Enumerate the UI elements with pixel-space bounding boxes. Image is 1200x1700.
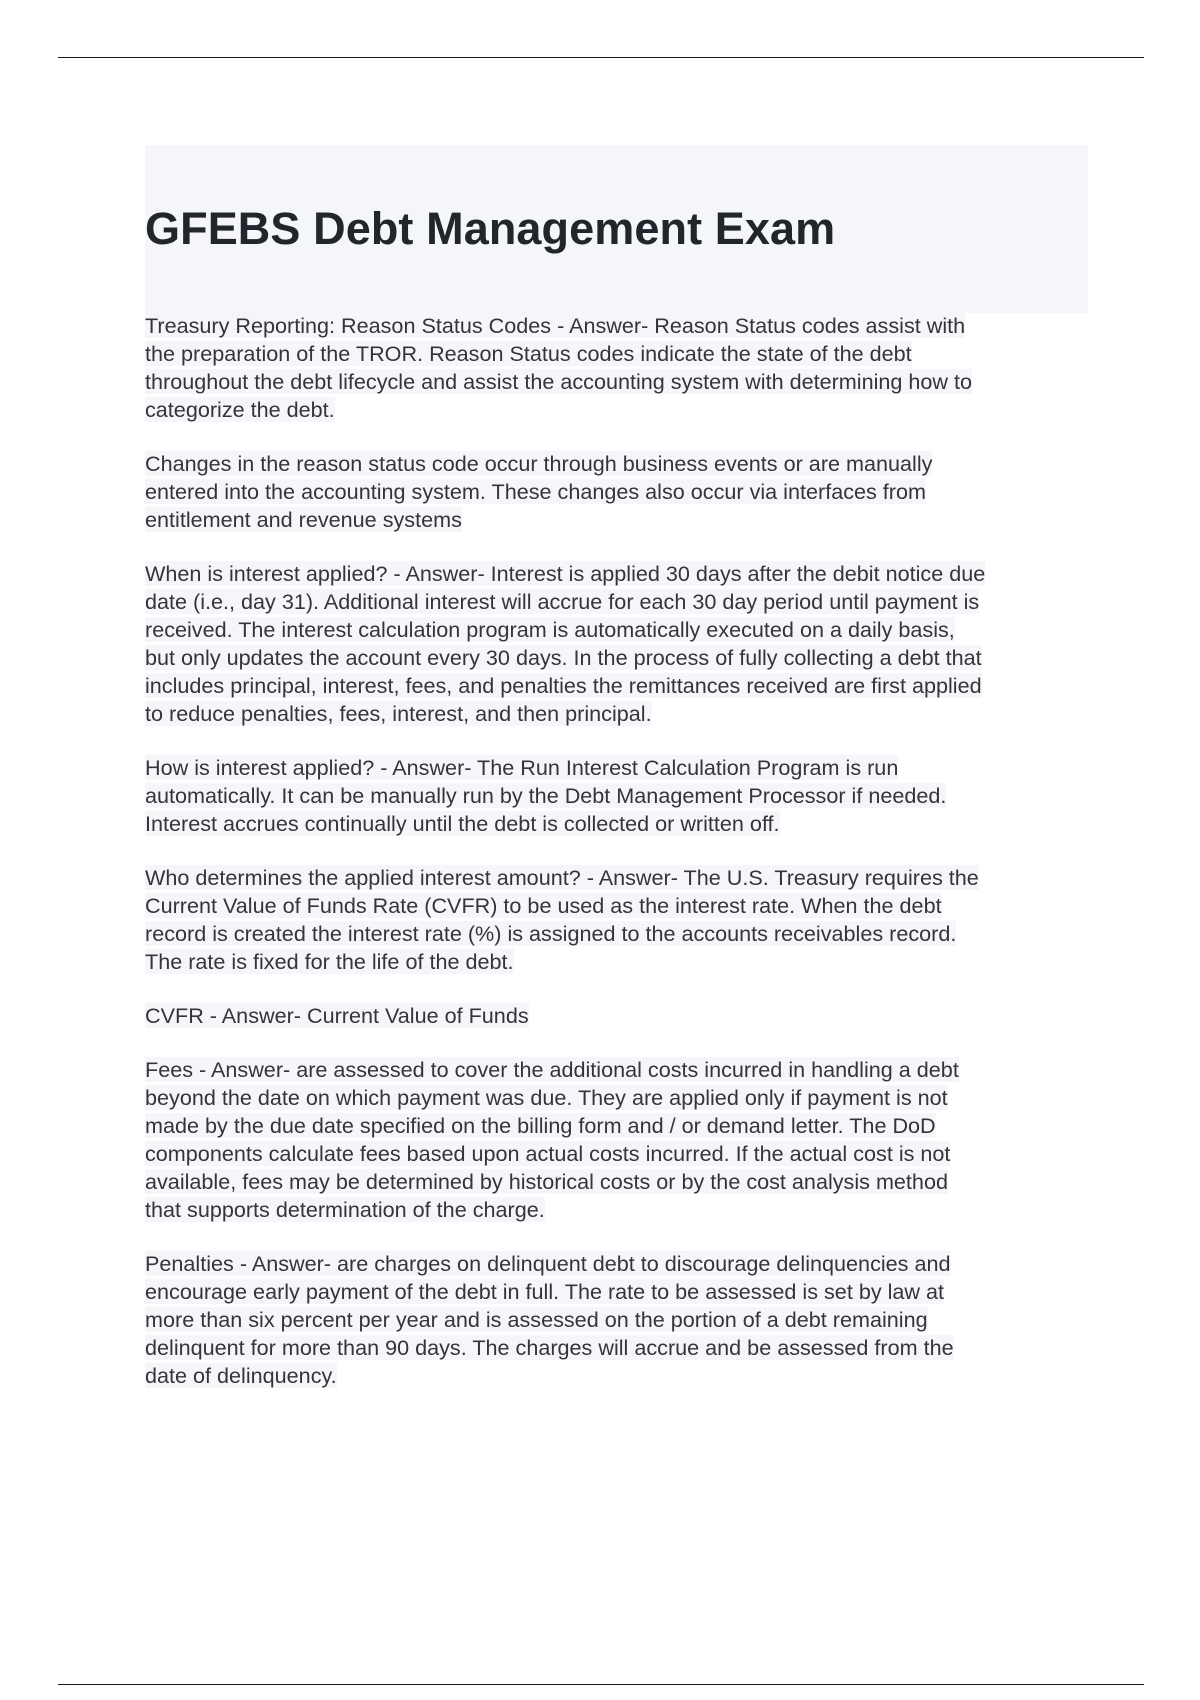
paragraph xyxy=(145,1056,1090,1224)
text-line: entitlement and revenue systems xyxy=(145,507,462,532)
text-line: that supports determination of the charge. xyxy=(145,1197,545,1222)
text-line: Changes in the reason status code occur through business events or are manually xyxy=(145,451,933,476)
text-line: Fees - Answer- are assessed to cover the additional costs incurred in handling a debt xyxy=(145,1057,959,1082)
paragraph xyxy=(145,1002,1090,1030)
text-line: encourage early payment of the debt in full. The rate to be assessed is set by law at xyxy=(145,1279,945,1304)
text-line: throughout the debt lifecycle and assist the accounting system with determining how to xyxy=(145,369,973,394)
text-line: components calculate fees based upon actual costs incurred. If the actual cost is not xyxy=(145,1141,951,1166)
text-line: made by the due date specified on the billing form and / or demand letter. The DoD xyxy=(145,1113,936,1138)
text-line: record is created the interest rate (%) is assigned to the accounts receivables record. xyxy=(145,921,957,946)
text-line: automatically. It can be manually run by the Debt Management Processor if needed. xyxy=(145,783,947,808)
text-line: Penalties - Answer- are charges on delinquent debt to discourage delinquencies and xyxy=(145,1251,951,1276)
text-line: more than six percent per year and is assessed on the portion of a debt remaining xyxy=(145,1307,928,1332)
page-title: GFEBS Debt Management Exam xyxy=(145,203,836,254)
text-line: beyond the date on which payment was due. They are applied only if payment is not xyxy=(145,1085,948,1110)
paragraph xyxy=(145,450,1090,534)
text-line: date (i.e., day 31). Additional interest will accrue for each 30 day period until payment is xyxy=(145,589,980,614)
title-block xyxy=(145,145,1088,313)
text-line: includes principal, interest, fees, and penalties the remittances received are first applied xyxy=(145,673,982,698)
bottom-rule xyxy=(58,1684,1144,1685)
text-line: When is interest applied? - Answer- Interest is applied 30 days after the debit notice due xyxy=(145,561,986,586)
text-line: received. The interest calculation program is automatically executed on a daily basis, xyxy=(145,617,955,642)
text-line: Who determines the applied interest amount? - Answer- The U.S. Treasury requires the xyxy=(145,865,979,890)
text-line: The rate is fixed for the life of the debt. xyxy=(145,949,514,974)
text-line: Treasury Reporting: Reason Status Codes - Answer- Reason Status codes assist with xyxy=(145,313,966,338)
text-line: delinquent for more than 90 days. The charges will accrue and be assessed from the xyxy=(145,1335,954,1360)
paragraph xyxy=(145,754,1090,838)
text-line: but only updates the account every 30 days. In the process of fully collecting a debt that xyxy=(145,645,982,670)
text-line: categorize the debt. xyxy=(145,397,335,422)
document-body xyxy=(145,312,1090,1416)
text-line: entered into the accounting system. These changes also occur via interfaces from xyxy=(145,479,926,504)
text-line: Interest accrues continually until the debt is collected or written off. xyxy=(145,811,780,836)
text-line: date of delinquency. xyxy=(145,1363,337,1388)
text-line: to reduce penalties, fees, interest, and then principal. xyxy=(145,701,652,726)
paragraph xyxy=(145,560,1090,728)
paragraph xyxy=(145,1250,1090,1390)
text-line: available, fees may be determined by historical costs or by the cost analysis method xyxy=(145,1169,948,1194)
text-line: How is interest applied? - Answer- The Run Interest Calculation Program is run xyxy=(145,755,899,780)
top-rule xyxy=(58,57,1144,58)
paragraph xyxy=(145,312,1090,424)
text-line: the preparation of the TROR. Reason Status codes indicate the state of the debt xyxy=(145,341,912,366)
text-line: CVFR - Answer- Current Value of Funds xyxy=(145,1003,529,1028)
paragraph xyxy=(145,864,1090,976)
text-line: Current Value of Funds Rate (CVFR) to be used as the interest rate. When the debt xyxy=(145,893,942,918)
